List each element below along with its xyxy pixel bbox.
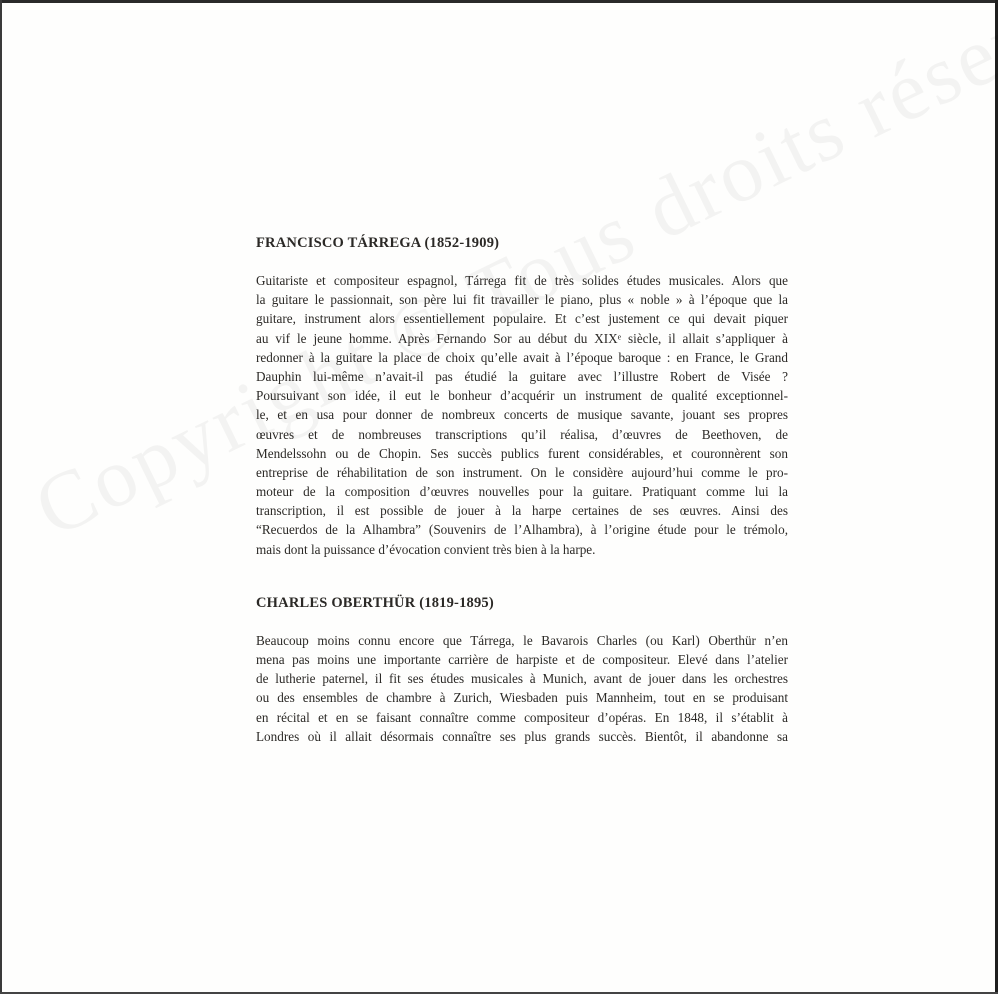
section-body-oberthur [256,631,788,746]
text-line: Londres où il allait désormais connaître ses plus grands succès. Bientôt, il abandonne sa [256,728,788,744]
text-line: la guitare le passionnait, son père lui fit travailler le piano, plus « noble » à l’époque que la [256,292,788,308]
text-line: ou des ensembles de chambre à Zurich, Wiesbaden puis Mannheim, tout en se produisant [256,690,788,706]
text-line: Dauphin lui-même n’avait-il pas étudié la guitare avec l’illustre Robert de Visée ? [256,368,788,384]
text-line: de lutherie paternel, il fit ses études musicales à Munich, avant de jouer dans les orchestres [256,671,788,687]
section-heading-tarrega: FRANCISCO TÁRREGA (1852-1909) [256,235,500,251]
text-line: “Recuerdos de la Alhambra” (Souvenirs de l’Alhambra), à l’origine étude pour le trémolo, [256,522,788,538]
section-heading-oberthur: CHARLES OBERTHÜR (1819-1895) [256,594,494,611]
text-line: Guitariste et compositeur espagnol, Tárrega fit de très solides études musicales. Alors que [256,273,788,288]
text-line: Beaucoup moins connu encore que Tárrega, le Bavarois Charles (ou Karl) Oberthür n’en [256,632,788,648]
scan-edge-top [0,0,998,3]
text-line: guitare, instrument alors essentiellement populaire. Et c’est justement ce qui devait piquer [256,311,788,327]
text-line: Mendelssohn ou de Chopin. Ses succès publics furent considérables, et couronnèrent son [256,445,788,461]
text-line: Poursuivant son idée, il eut le bonheur d’acquérir un instrument de qualité exceptionnel- [256,388,788,404]
text-line: œuvres et de nombreuses transcriptions qu’il réalisa, d’œuvres de Beethoven, de [256,426,788,442]
text-line: mena pas moins une importante carrière de harpiste et de compositeur. Elevé dans l’atelier [256,652,788,667]
text-line: au vif le jeune homme. Après Fernando Sor au début du XIXᵉ siècle, il allait s’appliquer à [256,330,788,346]
section-body-tarrega [256,271,788,559]
text-line: mais dont la puissance d’évocation convient très bien à la harpe. [256,541,596,557]
scan-edge-left [0,0,2,994]
text-line: en récital et en se faisant connaître comme compositeur d’opéras. En 1848, il s’établit à [256,709,788,725]
text-line: le, et en usa pour donner de nombreux concerts de musique savante, jouant ses propres [256,407,788,423]
booklet-text [256,231,788,746]
text-line: entreprise de réhabilitation de son instrument. On le considère aujourd’hui comme le pro- [256,464,788,480]
text-line: transcription, il est possible de jouer à la harpe certaines de ses œuvres. Ainsi des [256,503,788,519]
text-line: redonner à la guitare la place de choix qu’elle avait à l’époque baroque : en France, le Grand [256,349,788,365]
text-line: moteur de la composition d’œuvres nouvelles pour la guitare. Pratiquant comme lui la [256,484,788,500]
